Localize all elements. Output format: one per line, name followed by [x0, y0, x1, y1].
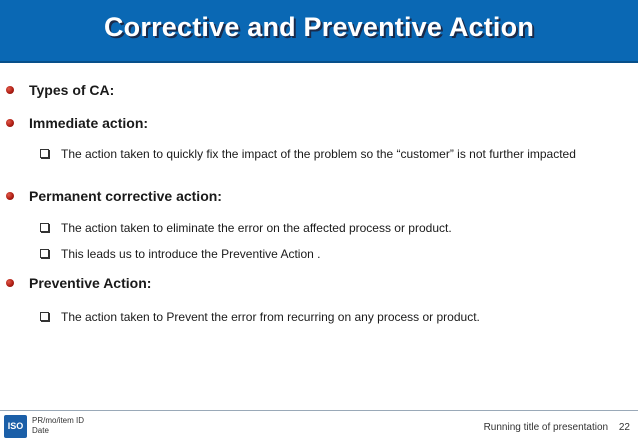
footer-divider	[0, 410, 638, 411]
slide-title: Corrective and Preventive Action	[103, 12, 535, 42]
sub-item	[0, 246, 600, 264]
footer-right	[476, 422, 630, 433]
footer-doc-info	[32, 416, 84, 436]
bullet-label: Preventive Action:	[29, 275, 152, 291]
sub-item-text: This leads us to introduce the Preventive Action .	[61, 247, 321, 261]
checkbox-bullet-icon	[40, 312, 49, 321]
bullet-label: Permanent corrective action:	[29, 188, 222, 204]
bullet-label: Immediate action:	[29, 115, 149, 131]
sub-item-text: The action taken to Prevent the error from recurring on any process or product.	[61, 310, 480, 324]
footer-date: Date	[32, 426, 49, 435]
sub-item-text: The action taken to eliminate the error on the affected process or product.	[61, 221, 452, 235]
bullet-icon	[6, 279, 14, 287]
bullet-icon	[6, 86, 14, 94]
page-number: 22	[618, 422, 630, 433]
bullet-label: Types of CA:	[29, 82, 115, 98]
sub-item	[0, 220, 600, 238]
sub-item	[0, 309, 600, 327]
checkbox-bullet-icon	[40, 149, 49, 158]
footer-doc-id: PR/mo/item ID	[32, 416, 85, 425]
checkbox-bullet-icon	[40, 223, 49, 232]
sub-item-text: The action taken to quickly fix the impact of the problem so the “customer” is not further impacted	[61, 147, 576, 161]
checkbox-bullet-icon	[40, 249, 49, 258]
iso-logo: ISO	[4, 415, 27, 438]
footer-running-title: Running title of presentation	[483, 422, 609, 433]
bullet-icon	[6, 119, 14, 127]
bullet-icon	[6, 192, 14, 200]
sub-item	[0, 146, 600, 180]
